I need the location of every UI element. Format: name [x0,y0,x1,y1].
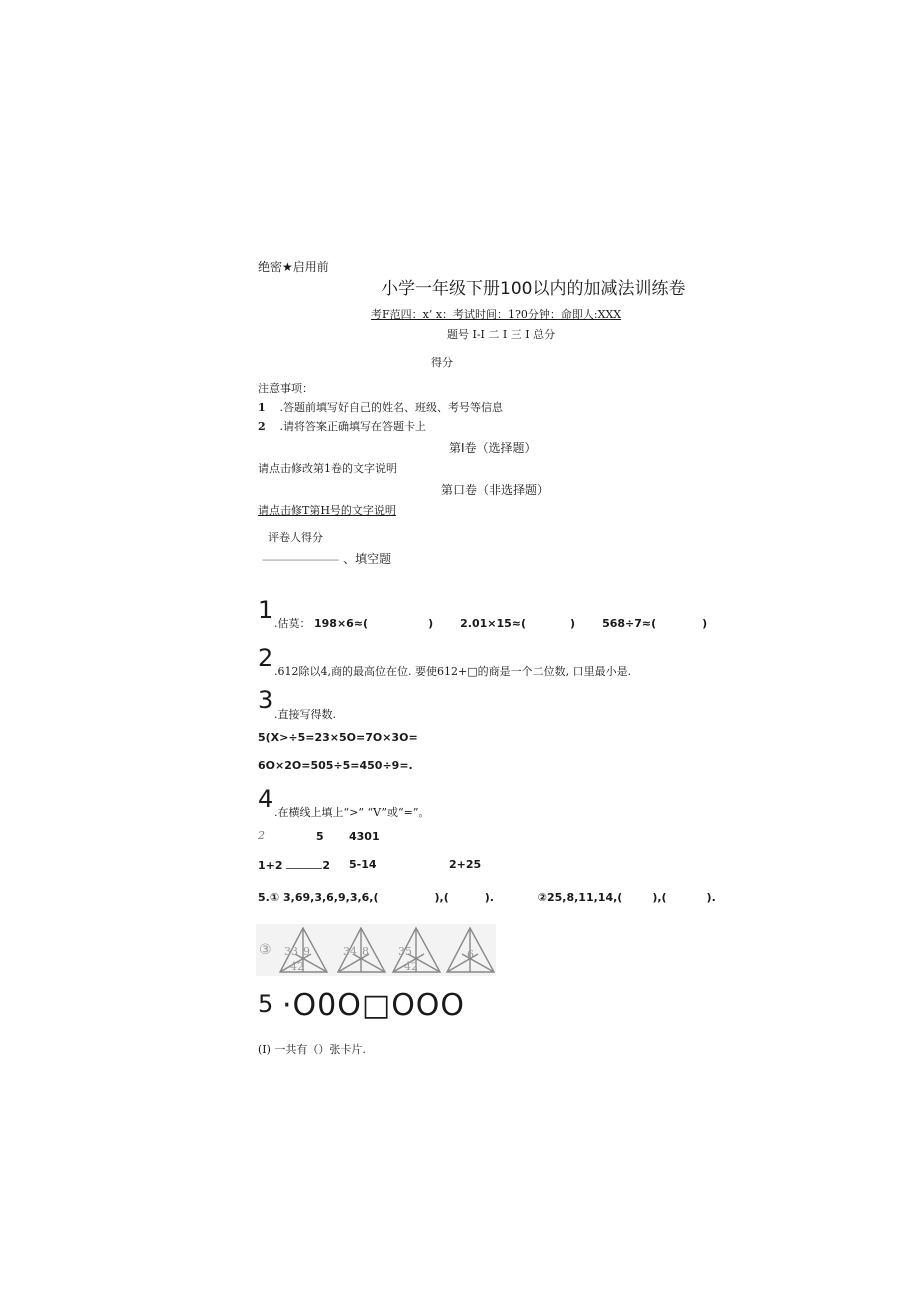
question-3-text: .直接写得数. [274,708,336,721]
question-5-seq1-end: ). [484,891,494,904]
question-5 [258,891,716,904]
grader-label: 评卷人得分 [268,531,323,544]
question-4-row2 [258,858,330,872]
question-1-number: 1 [258,596,274,624]
triangle-1-bottom: 42 [290,960,304,973]
page-title: 小学一年级下册100以内的加减法训练卷 [381,279,686,299]
question-1-intro: .估莫： [274,617,311,630]
question-5-label: 5.① [258,891,280,904]
triangle-2-top: 34 [343,945,357,958]
section-heading [262,548,391,567]
question-3-line1: 5(X>÷5=23×5O=7O×3O= [258,731,418,744]
volume1-title: 第I卷（选择题） [449,441,537,455]
question-6-sub: (I) 一共有（）张卡片. [258,1043,366,1056]
question-5-seq1: 3,69,3,6,9,3,6,( [283,891,379,904]
question-2-number: 2 [258,644,274,672]
triangle-3-bottom: 42 [404,960,418,973]
exam-info-text: 考F范四：x’ x：考试时间：1?0分钟：命即人:XXX [371,308,622,321]
confidential-label: 绝密★启用前 [258,260,329,274]
question-5-seq2-mid: ),( [652,891,667,904]
question-1-b-close: ) [570,617,576,630]
note-text: .答题前填写好自己的姓名、班级、考号等信息 [279,401,503,414]
volume1-desc: 请点击修改第1卷的文字说明 [258,462,397,475]
question-4-row1-b: 5 [316,830,324,843]
question-4-row2-a: 1+2 [258,859,283,872]
question-6-shapes: ·O0O□OOO [282,988,466,1023]
score-label: 得分 [431,356,453,369]
question-1-a-close: ) [428,617,434,630]
question-4-row1-a: 2 [258,829,265,842]
question-3-line2: 6O×2O=505÷5=450÷9=. [258,759,413,772]
question-4-row1-c: 4301 [349,830,380,843]
triangle-3-top: 35 [398,945,412,958]
note-item [258,399,503,415]
question-1-c-close: ) [702,617,708,630]
exam-info [371,306,621,322]
triangle-1-top: 33 [284,945,298,958]
volume2-desc: 请点击修T第H号的文字说明 [258,504,396,517]
question-4-number: 4 [258,785,274,813]
note-number: 1 [258,401,266,414]
question-1 [274,615,707,631]
question-4-text: .在横线上填上“>” “V”或“=”。 [274,806,430,819]
question-5-seq2: 25,8,11,14,( [546,891,623,904]
section-title: 、填空题 [343,552,392,566]
question-2-text: .612除以4,商的最高位在位. 要使612+□的商是一个二位数, 口里最小是. [274,665,632,678]
question-4-row2-b: 2 [322,859,331,872]
triangle-label: ③ [259,942,272,958]
triangle-figure [256,924,496,976]
notes-title: 注意事项： [258,382,313,395]
triangle-1-right: 9 [303,945,310,958]
question-4-row2-d: 2+25 [449,858,482,871]
triangle-figure-svg [256,924,496,976]
note-text: .请将答案正确填写在答题卡上 [279,420,426,433]
question-5-seq1-mid: ),( [434,891,449,904]
triangle-2-right: 8 [362,945,369,958]
score-table-header: 题号 I-I 二 I 三 I 总分 [447,328,556,341]
question-1-a: 198×6≈( [314,617,369,630]
question-3-number: 3 [258,686,274,714]
note-number: 2 [258,420,266,433]
section-dashes: ---------------------------- [262,553,339,566]
triangle-4-right: 6 [467,948,474,961]
note-item [258,418,426,434]
question-4-row2-c: 5-14 [349,858,377,871]
question-6-number: 5 [258,990,274,1018]
question-1-c: 568÷7≈( [602,617,657,630]
question-5-label-2: ② [537,891,547,904]
volume2-title: 第口卷（非选择题） [441,483,550,497]
answer-blank[interactable] [286,858,322,869]
question-5-seq2-end: ). [706,891,716,904]
question-1-b: 2.01×15≈( [460,617,527,630]
